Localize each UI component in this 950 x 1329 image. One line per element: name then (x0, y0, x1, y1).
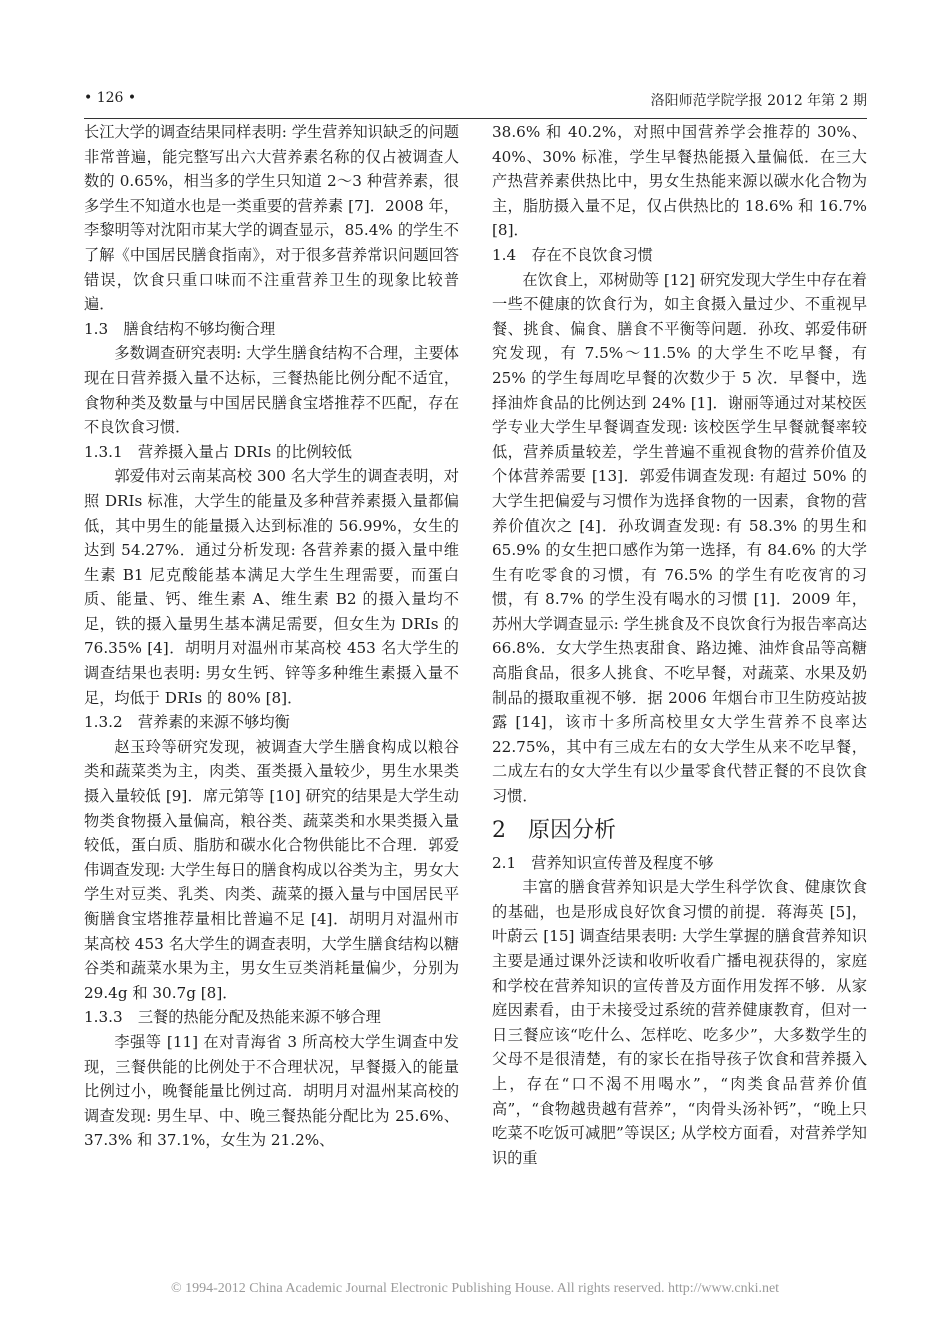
copyright-footer: © 1994-2012 China Academic Journal Electronic Publishing House. All rights reserved. http://www.cnki.net (170, 1281, 780, 1296)
paragraph: 李强等 [11] 在对青海省 3 所高校大学生调查中发现，三餐供能的比例处于不合理状况，早餐摄入的能量比例过小，晚餐能量比例过高．胡明月对温州某高校的调查发现: 男生早、中、晚三餐热能分配比为 25.6%、37.3% 和 37.1%，女生为 21.2%、 (84, 1032, 459, 1150)
section-heading-1-3-1: 1.3.1 营养摄入量占 DRIs 的比例较低 (84, 442, 352, 461)
paragraph: 38.6% 和 40.2%，对照中国营养学会推荐的 30%、40%、30% 标准，学生早餐热能摄入量偏低．在三大产热营养素供热比中，男女生热能来源以碳水化合物为主，脂肪摄入量不足，仅占供热比的 18.6% 和 16.7% [8]． (492, 123, 867, 240)
paragraph: 郭爱伟对云南某高校 300 名大学生的调查表明，对照 DRIs 标准，大学生的能量及多种营养素摄入量都偏低，其中男生的能量摄入达到标准的 56.99%，女生的达到 54.27%．通过分析发现: 各营养素的摄入量中维生素 B1 尼克酸能基本满足大学生生理需要，而蛋白质、能量、钙、维生素 A、维生素 B2 的摄入量均不足，铁的摄入量男生基本满足需要，但女生为 DRIs 的 76.35% [4]．胡明月对温州市某高校 453 名大学生的调查结果也表明: 男女生钙、锌等多种维生素摄入量不足，均低于 DRIs 的 80% [8]． (84, 467, 459, 707)
journal-title: 洛阳师范学院学报 2012 年第 2 期 (650, 93, 867, 109)
paragraph: 长江大学的调查结果同样表明: 学生营养知识缺乏的问题非常普遍，能完整写出六大营养素名称的仅占被调查人数的 0.65%，相当多的学生只知道 2～3 种营养素，很多学生不知道水也是一类重要的营养素 [7]．2008 年，李黎明等对沈阳市某大学的调查显示，85.4% 的学生不了解《中国居民膳食指南》，对于很多营养常识问题回答错误，饮食只重口味而不注重营养卫生的现象比较普遍． (84, 123, 459, 314)
section-heading-1-3-3: 1.3.3 三餐的热能分配及热能来源不够合理 (84, 1008, 381, 1027)
chapter-heading-2: 2 原因分析 (492, 817, 616, 843)
paragraph: 赵玉玲等研究发现，被调查大学生膳食构成以粮谷类和蔬菜类为主，肉类、蛋类摄入量较少，男生水果类摄入量较低 [9]．席元第等 [10] 研究的结果是大学生动物类食物摄入量偏高，粮谷类、蔬菜类和水果类摄入量较低，蛋白质、脂肪和碳水化合物供能比不合理．郭爱伟调查发现: 大学生每日的膳食构成以谷类为主，男女大学生对豆类、乳类、肉类、蔬菜的摄入量与中国居民平衡膳食宝塔推荐量相比普遍不足 [4]．胡明月对温州市某高校 453 名大学生的调查表明，大学生膳食结构以糖谷类和蔬菜水果为主，男女生豆类消耗量偏少，分别为 29.4g 和 30.7g [8]． (84, 737, 459, 1002)
left-column (84, 120, 459, 1153)
section-heading-1-4: 1.4 存在不良饮食习惯 (492, 245, 653, 264)
section-heading-1-3-2: 1.3.2 营养素的来源不够均衡 (84, 713, 290, 732)
header-rule (84, 118, 867, 119)
paragraph: 多数调查研究表明: 大学生膳食结构不合理，主要体现在日营养摄入量不达标，三餐热能比例分配不适宜，食物种类及数量与中国居民膳食宝塔推荐不匹配，存在不良饮食习惯． (84, 344, 459, 437)
paragraph: 在饮食上，邓树勋等 [12] 研究发现大学生中存在着一些不健康的饮食行为，如主食摄入量过少、不重视早餐、挑食、偏食、膳食不平衡等问题．孙玫、郭爱伟研究发现，有 7.5%～11.5% 的大学生不吃早餐，有 25% 的学生每周吃早餐的次数少于 5 次．早餐中，选择油炸食品的比例达到 24% [1]．谢丽等通过对某校医学专业大学生早餐调查发现: 该校医学生早餐就餐率较低，营养质量较差，学生普遍不重视食物的营养价值及个体营养需要 [13]．郭爱伟调查发现: 有超过 50% 的大学生把偏爱与习惯作为选择食物的一因素，食物的营养价值次之 [4]．孙玫调查发现: 有 58.3% 的男生和 65.9% 的女生把口感作为第一选择，有 84.6% 的大学生有吃零食的习惯，有 76.5% 的学生有吃夜宵的习惯，有 8.7% 的学生没有喝水的习惯 [1]．2009 年，苏州大学调查显示: 学生挑食及不良饮食行为报告率高达 66.8%．女大学生热衷甜食、路边摊、油炸食品等高糖高脂食品，很多人挑食、不吃早餐，对蔬菜、水果及奶制品的摄取重视不够．据 2006 年烟台市卫生防疫站披露 [14]，该市十多所高校里女大学生营养不良率达 22.75%，其中有三成左右的女大学生从来不吃早餐，二成左右的女大学生有以少量零食代替正餐的不良饮食习惯． (492, 270, 867, 806)
right-column (492, 120, 867, 1170)
section-heading-1-3: 1.3 膳食结构不够均衡合理 (84, 319, 276, 338)
page-header (84, 86, 867, 114)
page-number: • 126 • (84, 90, 137, 106)
paragraph: 丰富的膳食营养知识是大学生科学饮食、健康饮食的基础，也是形成良好饮食习惯的前提．蒋海英 [5]，叶蔚云 [15] 调查结果表明: 大学生掌握的膳食营养知识主要是通过课外泛读和收听收看广播电视获得的，家庭和学校在营养知识的宣传普及方面作用发挥不够．从家庭因素看，由于未接受过系统的营养健康教育，但对一日三餐应该“吃什么、怎样吃、吃多少”，大多数学生的父母不是很清楚，有的家长在指导孩子饮食和营养摄入上，存在“口不渴不用喝水”，“肉类食品营养价值高”，“食物越贵越有营养”，“肉骨头汤补钙”，“晚上只吃菜不吃饭可减肥”等误区; 从学校方面看，对营养学知识的重 (492, 878, 867, 1167)
section-heading-2-1: 2.1 营养知识宣传普及程度不够 (492, 853, 714, 872)
